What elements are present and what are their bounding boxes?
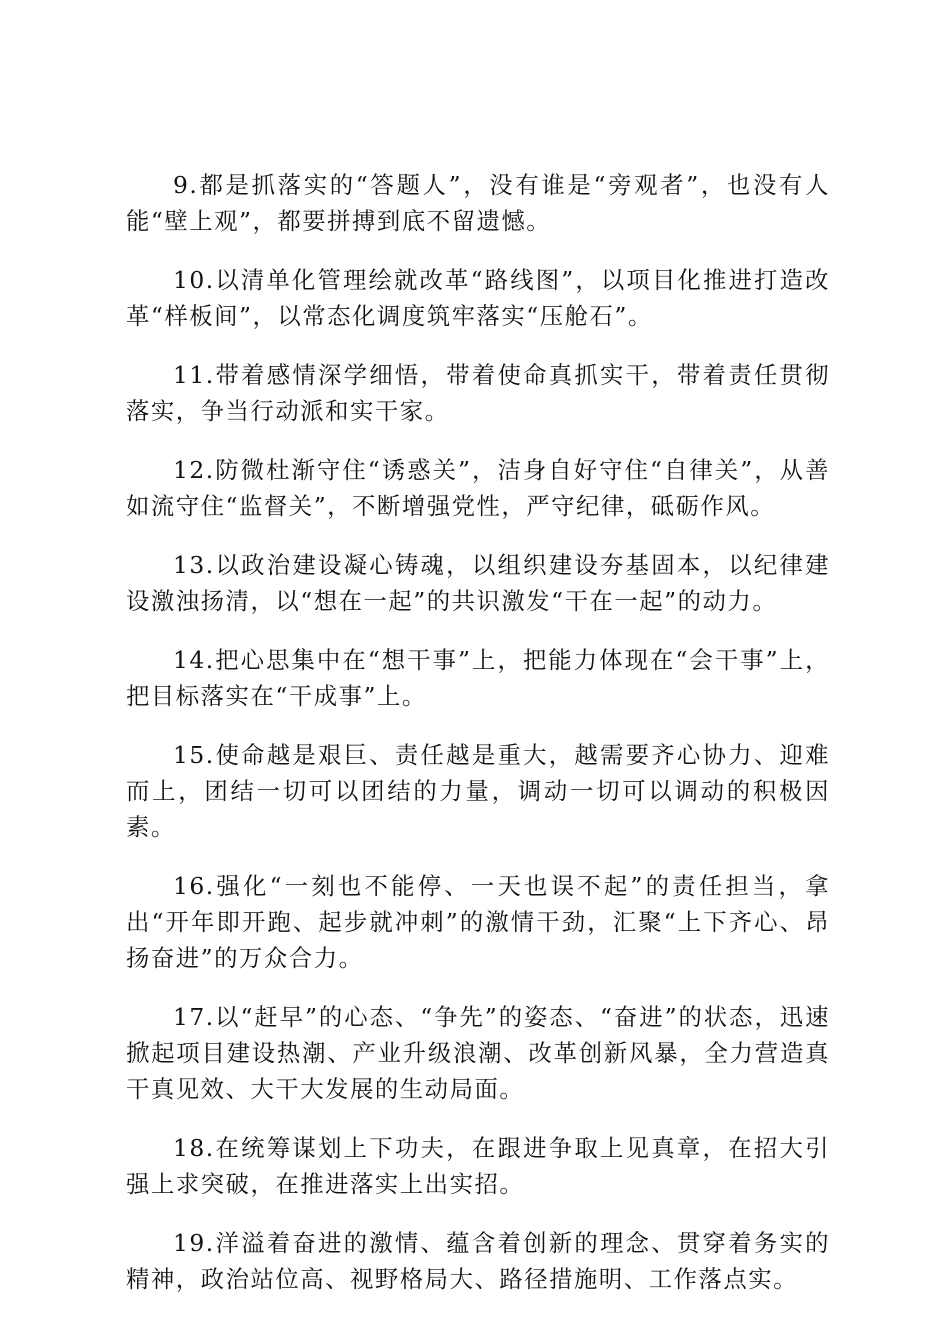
paragraph-number: 14. <box>173 646 215 674</box>
paragraph-16 <box>126 868 830 976</box>
paragraph-12 <box>126 452 830 524</box>
paragraph-10 <box>126 262 830 334</box>
paragraph-text: 都是抓落实的“答题人”，没有谁是“旁观者”，也没有人能“壁上观”，都要拼搏到底不留遗憾。 <box>126 171 830 235</box>
paragraph-9 <box>126 167 830 239</box>
paragraph-text: 以“赶早”的心态、“争先”的姿态、“奋进”的状态，迅速掀起项目建设热潮、产业升级浪潮、改革创新风暴，全力营造真干真见效、大干大发展的生动局面。 <box>126 1003 830 1103</box>
paragraph-number: 18. <box>173 1134 215 1162</box>
paragraph-number: 19. <box>173 1229 215 1257</box>
paragraph-number: 15. <box>173 741 215 769</box>
paragraph-number: 9. <box>173 171 199 199</box>
paragraph-19 <box>126 1225 830 1297</box>
paragraph-17 <box>126 999 830 1107</box>
paragraph-text: 防微杜渐守住“诱惑关”，洁身自好守住“自律关”，从善如流守住“监督关”，不断增强党性，严守纪律，砥砺作风。 <box>126 456 830 520</box>
paragraph-text: 使命越是艰巨、责任越是重大，越需要齐心协力、迎难而上，团结一切可以团结的力量，调动一切可以调动的积极因素。 <box>126 741 830 841</box>
paragraph-number: 11. <box>173 361 215 389</box>
paragraph-15 <box>126 737 830 845</box>
paragraph-14 <box>126 642 830 714</box>
paragraph-18 <box>126 1130 830 1202</box>
paragraph-text: 以政治建设凝心铸魂，以组织建设夯基固本，以纪律建设激浊扬清，以“想在一起”的共识激发“干在一起”的动力。 <box>126 551 830 615</box>
paragraph-text: 把心思集中在“想干事”上，把能力体现在“会干事”上，把目标落实在“干成事”上。 <box>126 646 830 710</box>
paragraph-number: 13. <box>173 551 215 579</box>
paragraph-11 <box>126 357 830 429</box>
paragraph-number: 16. <box>173 872 215 900</box>
document-body <box>126 167 830 1320</box>
paragraph-text: 以清单化管理绘就改革“路线图”，以项目化推进打造改革“样板间”，以常态化调度筑牢落实“压舱石”。 <box>126 266 830 330</box>
paragraph-number: 17. <box>173 1003 215 1031</box>
paragraph-text: 在统筹谋划上下功夫，在跟进争取上见真章，在招大引强上求突破，在推进落实上出实招。 <box>126 1134 830 1198</box>
paragraph-number: 12. <box>173 456 215 484</box>
paragraph-text: 带着感情深学细悟，带着使命真抓实干，带着责任贯彻落实，争当行动派和实干家。 <box>126 361 830 425</box>
paragraph-13 <box>126 547 830 619</box>
paragraph-text: 洋溢着奋进的激情、蕴含着创新的理念、贯穿着务实的精神，政治站位高、视野格局大、路径措施明、工作落点实。 <box>126 1229 830 1293</box>
paragraph-text: 强化“一刻也不能停、一天也误不起”的责任担当，拿出“开年即开跑、起步就冲刺”的激情干劲，汇聚“上下齐心、昂扬奋进”的万众合力。 <box>126 872 830 972</box>
paragraph-number: 10. <box>173 266 215 294</box>
